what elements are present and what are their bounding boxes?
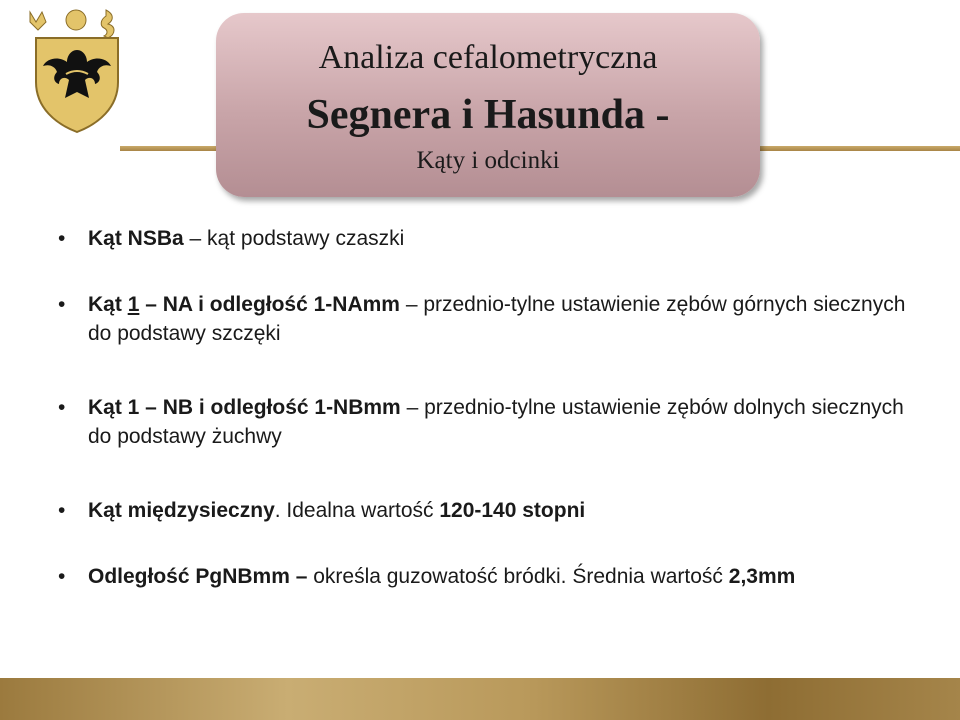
university-logo xyxy=(22,8,132,138)
bullet-bold-text: Kąt międzysieczny xyxy=(88,499,275,522)
bullet-bold-text: Kąt NSBa xyxy=(88,227,184,250)
bullet-bold-text: – NA i odległość 1-NAmm xyxy=(139,293,400,316)
university-crest-eagle-icon xyxy=(22,8,132,138)
footer-gold-bar xyxy=(0,678,960,720)
list-item xyxy=(58,224,918,253)
bullet-icon: • xyxy=(58,396,66,419)
bullet-text: – kąt podstawy czaszki xyxy=(183,227,405,250)
bullet-icon: • xyxy=(58,227,66,250)
bullet-bold-text: 120-140 stopni xyxy=(439,499,586,522)
bullet-underlined-text: 1 xyxy=(127,293,140,316)
bullet-text: – przednio-tylne ustawienie zębów górnych siecznych do podstawy szczęki xyxy=(88,293,906,345)
bullet-icon: • xyxy=(58,565,66,588)
list-item xyxy=(58,290,918,348)
list-item xyxy=(58,562,918,591)
bullet-text: . Idealna wartość xyxy=(274,499,440,522)
bullet-text: określa guzowatość bródki. Średnia wartość xyxy=(307,565,729,588)
bullet-bold-text: 2,3mm xyxy=(728,565,796,588)
bullet-list xyxy=(58,212,918,591)
bullet-icon: • xyxy=(58,499,66,522)
title-line-1: Analiza cefalometryczna xyxy=(318,39,658,76)
list-item xyxy=(58,496,918,525)
bullet-bold-text: Kąt 1 – NB i odległość 1-NBmm xyxy=(88,396,401,419)
title-line-3: Kąty i odcinki xyxy=(416,147,560,174)
title-line-2: Segnera i Hasunda - xyxy=(306,92,670,138)
bullet-bold-text: Odległość PgNBmm – xyxy=(88,565,308,588)
bullet-icon: • xyxy=(58,293,66,316)
bullet-bold-text: Kąt xyxy=(88,293,128,316)
title-box xyxy=(216,13,760,197)
list-item xyxy=(58,393,918,451)
bullet-text: – przednio-tylne ustawienie zębów dolnych siecznych do podstawy żuchwy xyxy=(88,396,904,448)
